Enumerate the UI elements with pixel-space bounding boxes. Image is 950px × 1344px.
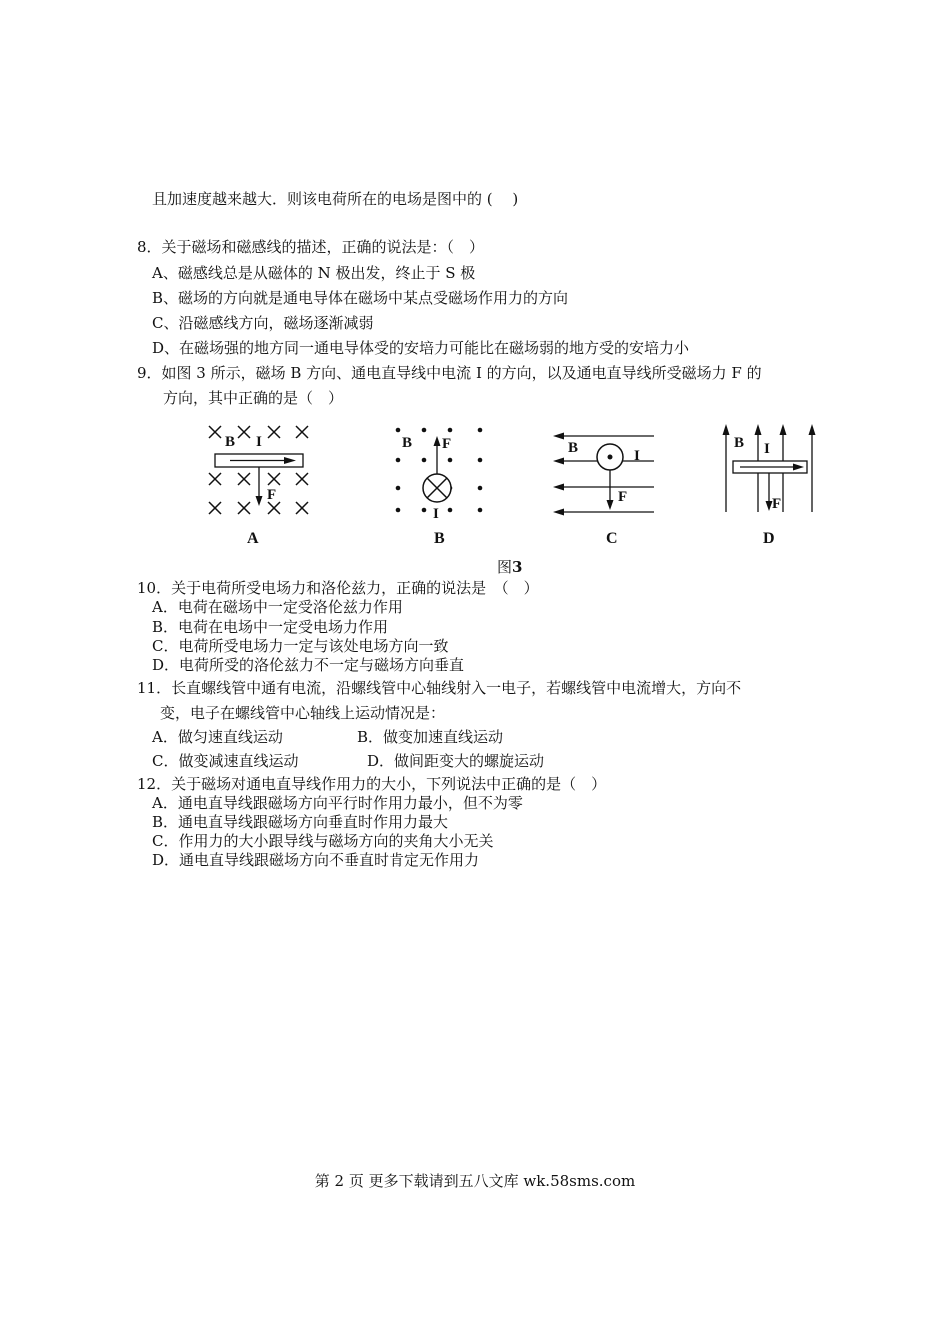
panel-a-label: A bbox=[247, 530, 259, 547]
q11-stem-line1: 11．长直螺线管中通有电流，沿螺线管中心轴线射入一电子，若螺线管中电流增大，方向不 bbox=[137, 679, 742, 697]
q8-option-d: D、在磁场强的地方同一通电导体受的安培力可能比在磁场弱的地方受的安培力小 bbox=[152, 339, 690, 357]
figure-panel-d bbox=[718, 420, 823, 520]
force-arrow bbox=[256, 496, 263, 506]
q8-option-c: C、沿磁感线方向，磁场逐渐减弱 bbox=[152, 314, 374, 332]
q10-option-c: C．电荷所受电场力一定与该处电场方向一致 bbox=[152, 637, 449, 655]
q11-stem-line2: 变，电子在螺线管中心轴线上运动情况是： bbox=[160, 704, 446, 722]
panel-c-f-label: F bbox=[618, 489, 628, 505]
intro-line: 且加速度越来越大．则该电荷所在的电场是图中的 ( ) bbox=[152, 190, 519, 208]
panel-a-b-label: B bbox=[225, 434, 236, 450]
figure-panel-c bbox=[548, 425, 658, 520]
q10-option-a: A．电荷在磁场中一定受洛伦兹力作用 bbox=[152, 598, 403, 616]
force-arrow bbox=[434, 436, 441, 446]
panel-b-f-label: F bbox=[442, 436, 452, 452]
q12-option-a: A．通电直导线跟磁场方向平行时作用力最小，但不为零 bbox=[152, 794, 523, 812]
panel-b-i-label: I bbox=[433, 506, 439, 522]
panel-b-b-label: B bbox=[402, 435, 413, 451]
panel-d-i-label: I bbox=[764, 441, 770, 457]
panel-d-f-label: F bbox=[772, 496, 782, 512]
page-footer: 第 2 页 更多下载请到五八文库 wk.58sms.com bbox=[314, 1172, 636, 1190]
q8-option-b: B、磁场的方向就是通电导体在磁场中某点受磁场作用力的方向 bbox=[152, 289, 569, 307]
q10-option-d: D．电荷所受的洛伦兹力不一定与磁场方向垂直 bbox=[152, 656, 465, 674]
panel-c-i-label: I bbox=[634, 448, 640, 464]
q10-option-b: B．电荷在电场中一定受电场力作用 bbox=[152, 618, 389, 636]
panel-d-label: D bbox=[763, 530, 775, 547]
figure-caption: 图3 bbox=[497, 558, 523, 576]
q12-option-c: C．作用力的大小跟导线与磁场方向的夹角大小无关 bbox=[152, 832, 494, 850]
q11-option-a: A．做匀速直线运动 bbox=[152, 728, 283, 746]
q9-stem-line2: 方向，其中正确的是（ ） bbox=[163, 389, 344, 407]
panel-d-b-label: B bbox=[734, 435, 745, 451]
q8-option-a: A、磁感线总是从磁体的 N 极出发，终止于 S 极 bbox=[152, 264, 476, 282]
q12-stem: 12．关于磁场对通电直导线作用力的大小，下列说法中正确的是（ ） bbox=[137, 775, 607, 793]
q8-stem: 8．关于磁场和磁感线的描述，正确的说法是：（ ） bbox=[137, 238, 485, 256]
panel-b-label: B bbox=[434, 530, 445, 547]
panel-a-f-label: F bbox=[267, 487, 277, 503]
panel-c-label: C bbox=[606, 530, 618, 547]
q12-option-b: B．通电直导线跟磁场方向垂直时作用力最大 bbox=[152, 813, 449, 831]
q11-option-c: C．做变减速直线运动 bbox=[152, 752, 299, 770]
figure-panel-a bbox=[200, 418, 315, 523]
panel-a-i-label: I bbox=[256, 434, 262, 450]
q12-option-d: D．通电直导线跟磁场方向不垂直时肯定无作用力 bbox=[152, 851, 480, 869]
q9-stem-line1: 9．如图 3 所示，磁场 B 方向、通电直导线中电流 I 的方向，以及通电直导线所受磁场力 F 的 bbox=[137, 364, 762, 382]
force-arrow bbox=[607, 500, 614, 510]
panel-c-b-label: B bbox=[568, 440, 579, 456]
figure-panel-b bbox=[388, 420, 493, 525]
q11-option-b: B．做变加速直线运动 bbox=[357, 728, 504, 746]
q10-stem: 10．关于电荷所受电场力和洛伦兹力，正确的说法是 （ ） bbox=[137, 579, 539, 597]
q11-option-d: D．做间距变大的螺旋运动 bbox=[367, 752, 545, 770]
